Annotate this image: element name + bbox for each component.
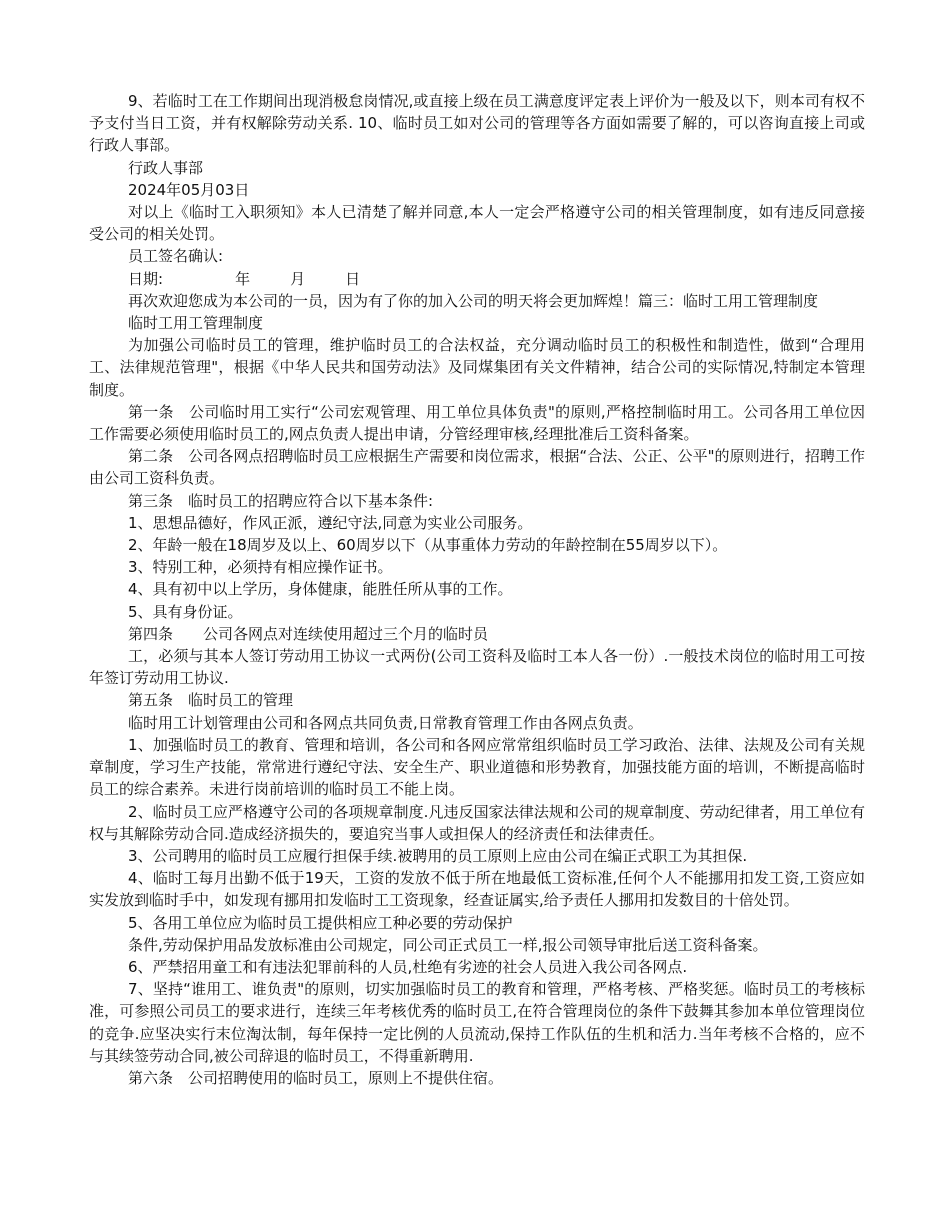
condition-1: 1、思想品德好，作风正派，遵纪守法,同意为实业公司服务。 [128,513,533,532]
article-4-body: 工，必须与其本人签订劳动用工协议一式两份(公司工资科及临时工本人各一份）.一般技术岗位的临时用工可按年签订劳动用工协议. [89,647,865,688]
condition-4: 4、具有初中以上学历，身体健康，能胜任所从事的工作。 [128,580,513,599]
section-title: 临时工用工管理制度 [128,314,264,333]
issue-date: 2024年05月03日 [128,180,250,199]
management-item-5: 5、各用工单位应为临时员工提供相应工种必要的劳动保护 [128,913,513,932]
date-day: 日 [345,269,361,288]
signature-date-line [89,268,865,290]
management-item-5-cont: 条件,劳动保护用品发放标准由公司规定，同公司正式员工一样,报公司领导审批后送工资科备案。 [128,935,768,954]
welcome-paragraph: 再次欢迎您成为本公司的一员，因为有了你的加入公司的明天将会更加辉煌！篇三：临时工用工管理制度 [128,291,819,310]
management-item-1: 1、加强临时员工的教育、管理和培训，各公司和各网应常常组织临时员工学习政治、法律、法规及公司有关规章制度，学习生产技能，常常进行遵纪守法、安全生产、职业道德和形势教育，加强技能方面的培训，不断提高临时员工的综合素养。未进行岗前培训的临时员工不能上岗。 [89,735,865,799]
management-item-2: 2、临时员工应严格遵守公司的各项规章制度.凡违反国家法律法规和公司的规章制度、劳动纪律者，用工单位有权与其解除劳动合同.造成经济损失的，要追究当事人或担保人的经济责任和法律责任。 [89,802,865,843]
acknowledgement-paragraph: 对以上《临时工入职须知》本人已清楚了解并同意,本人一定会严格遵守公司的相关管理制度，如有违反同意接受公司的相关处罚。 [89,203,865,244]
article-2: 第二条 公司各网点招聘临时员工应根据生产需要和岗位需求，根据“合法、公正、公平"的原则进行，招聘工作由公司工资科负责。 [89,447,865,488]
management-item-6: 6、严禁招用童工和有违法犯罪前科的人员,杜绝有劣迹的社会人员进入我公司各网点. [128,957,688,976]
article-4-heading: 第四条 公司各网点对连续使用超过三个月的临时员 [128,624,489,643]
date-label: 日期: [128,269,164,288]
department-name: 行政人事部 [128,158,204,177]
management-item-7: 7、坚持“谁用工、谁负责"的原则，切实加强临时员工的教育和管理，严格考核、严格奖惩。临时员工的考核标准，可参照公司员工的要求进行，连续三年考核优秀的临时员工,在符合管理岗位的条件下鼓舞其参加本单位管理岗位的竞争.应坚决实行末位淘汰制，每年保持一定比例的人员流动,保持工作队伍的生机和活力.当年考核不合格的，应不与其续签劳动合同,被公司辞退的临时员工，不得重新聘用. [89,980,865,1065]
condition-2: 2、年龄一般在18周岁及以上、60周岁以下（从事重体力劳动的年龄控制在55周岁以下）。 [128,536,728,555]
condition-5: 5、具有身份证。 [128,602,243,621]
condition-3: 3、特别工种，必须持有相应操作证书。 [128,558,393,577]
article-5-heading: 第五条 临时员工的管理 [128,691,294,710]
article-3-heading: 第三条 临时员工的招聘应符合以下基本条件: [128,491,434,510]
intro-paragraph: 为加强公司临时员工的管理，维护临时员工的合法权益，充分调动临时员工的积极性和制造性，做到“合理用工、法律规范管理"，根据《中华人民共和国劳动法》及同煤集团有关文件精神，结合公司的实际情况,特制定本管理制度。 [89,336,865,399]
signature-line: 员工签名确认: [128,247,224,266]
article-1: 第一条 公司临时用工实行“公司宏观管理、用工单位具体负责"的原则,严格控制临时用工。公司各用工单位因工作需要必须使用临时员工的,网点负责人提出申请，分管经理审核,经理批准后工资科备案。 [89,402,865,444]
date-year: 年 [235,269,251,288]
paragraph-clause-9-10: 9、若临时工在工作期间出现消极怠岗情况,或直接上级在员工满意度评定表上评价为一般及以下，则本司有权不予支付当日工资，并有权解除劳动关系. 10、临时员工如对公司的管理等各方面如需要了解的，可以咨询直接上司或行政人事部。 [89,92,865,155]
article-6: 第六条 公司招聘使用的临时员工，原则上不提供住宿。 [128,1068,504,1087]
management-item-3: 3、公司聘用的临时员工应履行担保手续.被聘用的员工原则上应由公司在编正式职工为其担保. [128,846,748,865]
article-5-intro: 临时用工计划管理由公司和各网点共同负责,日常教育管理工作由各网点负责。 [128,713,643,732]
date-month: 月 [290,269,306,288]
management-item-4: 4、临时工每月出勤不低于19天，工资的发放不低于所在地最低工资标准,任何个人不能挪用扣发工资,工资应如实发放到临时手中，如发现有挪用扣发临时工工资现象，经查证属实,给予责任人挪用扣发数目的十倍处罚。 [89,869,865,910]
document-body [89,90,865,1089]
